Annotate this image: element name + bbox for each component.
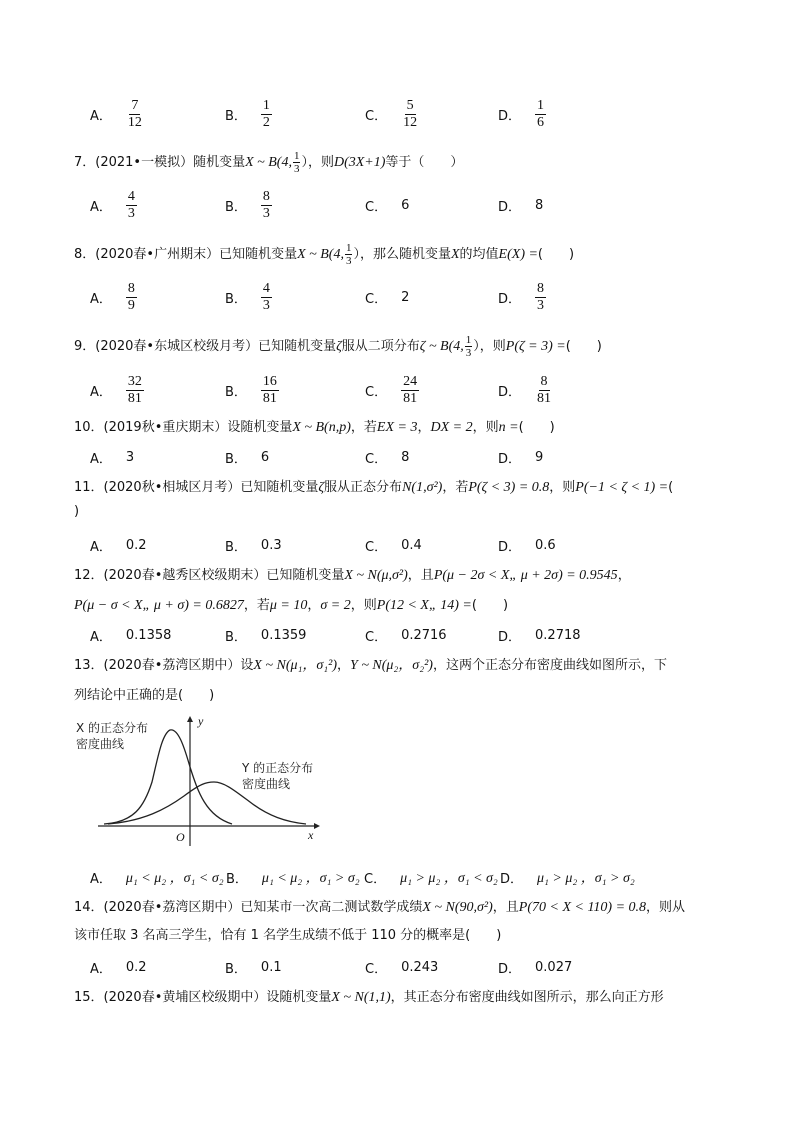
q12-stem: 12．(2020春•越秀区校级期末）已知随机变量X ~ N(μ,σ²)，且P(μ − 2σ < X„ μ + 2σ) = 0.9545， [74,568,631,583]
q8-stem: 8．(2020春•广州期末）已知随机变量X ~ B(4, $\frac{1}{3}$ ），那么随机变量X的均值E(X) =( ) [74,242,575,267]
q11-stem: 11．(2020秋•相城区月考）已知随机变量ζ服从正态分布N(1,σ²)，若P(ζ < 3) = 0.8，则P(−1 < ζ < 1) =( [74,480,674,495]
q12-option-a[interactable]: A． 0.1358 [90,627,172,645]
q14-stem-line2: 该市任取 3 名高三学生，恰有 1 名学生成绩不低于 110 分的概率是( ) [74,928,502,943]
q9-option-c[interactable]: C． $\frac{24}{81}$ [365,373,418,406]
q6-option-b[interactable]: B． $\frac{1}{2}$ [225,97,270,130]
q13-option-c[interactable]: C． μ₁ > μ₂ ，σ₁ < σ₂ [364,871,498,887]
x-axis-arrow [314,823,320,829]
q10-option-d[interactable]: D． 9 [498,449,544,467]
q14-option-c[interactable]: C． 0.243 [365,959,439,977]
q7-option-a[interactable]: A． $\frac{4}{3}$ [90,188,135,221]
q13-stem: 13．(2020春•荔湾区期中）设X ~ N(μ₁，σ₁²)，Y ~ N(μ₂，σ₂²)，这两个正态分布密度曲线如图所示，下 [74,658,667,673]
q14-options [90,956,750,978]
q9-stem: 9．(2020春•东城区校级月考）已知随机变量ζ服从二项分布ζ ~ B(4, $\frac{1}{3}$ ），则P(ζ = 3) =( ) [74,334,602,359]
q14-stem: 14．(2020春•荔湾区期中）已知某市一次高二测试数学成绩X ~ N(90,σ²)，且P(70 < X < 110) = 0.8，则从 [74,900,686,915]
q7-stem: 7．(2021•一模拟）随机变量X ~ B(4, $\frac{1}{3}$ ），则D(3X+1)等于（ ） [74,150,464,175]
q13-option-b[interactable]: B． μ₁ < μ₂ ，σ₁ > σ₂ [226,871,360,887]
x-curve-label: X 的正态分布 密度曲线 [76,721,149,751]
fraction: $\frac{8}{9}$ [127,280,135,313]
q9-option-a[interactable]: A． $\frac{32}{81}$ [90,373,142,406]
fraction: $\frac{7}{12}$ [127,97,142,130]
fraction: $\frac{5}{12}$ [403,97,418,130]
q15-stem: 15．(2020春•黄埔区校级期中）设随机变量X ~ N(1,1)，其正态分布密度曲线如图所示，那么向正方形 [74,990,664,1005]
q6-option-d[interactable]: D． $\frac{1}{6}$ [498,97,545,130]
q6-options [90,94,750,134]
q10-option-c[interactable]: C． 8 [365,449,410,467]
q8-option-b[interactable]: B． $\frac{4}{3}$ [225,280,270,313]
fraction: $\frac{1}{3}$ [293,150,300,175]
q13-option-a[interactable]: A． μ₁ < μ₂ ，σ₁ < σ₂ [90,871,224,887]
fraction: $\frac{8}{3}$ [537,280,545,313]
q11-stem-cont: ) [74,504,80,519]
q10-stem: 10．(2019秋•重庆期末）设随机变量X ~ B(n,p)，若EX = 3，DX = 2，则n =( ) [74,420,555,435]
q11-option-a[interactable]: A． 0.2 [90,537,147,555]
q13-stem-line2: 列结论中正确的是( ) [74,688,215,703]
q11-option-b[interactable]: B． 0.3 [225,537,282,555]
q8-option-d[interactable]: D． $\frac{8}{3}$ [498,280,545,313]
q11-option-d[interactable]: D． 0.6 [498,537,556,555]
y-axis-arrow [187,716,193,722]
fraction: $\frac{16}{81}$ [262,373,277,406]
q10-option-b[interactable]: B． 6 [225,449,270,467]
q7-option-d[interactable]: D． 8 [498,197,544,215]
fraction: $\frac{1}{2}$ [262,97,270,130]
q14-option-a[interactable]: A． 0.2 [90,959,147,977]
fraction: $\frac{8}{81}$ [537,373,552,406]
x-axis-label: x [308,828,314,842]
q11-options [90,534,750,556]
fraction: $\frac{1}{6}$ [537,97,545,130]
q12-option-c[interactable]: C． 0.2716 [365,627,447,645]
fraction: $\frac{8}{3}$ [262,188,270,221]
q14-option-b[interactable]: B． 0.1 [225,959,282,977]
q7-options [90,185,750,225]
normal-curves-figure [74,712,334,852]
q13-option-d[interactable]: D． μ₁ > μ₂ ，σ₁ > σ₂ [500,871,635,887]
q9-options [90,370,750,410]
q7-option-c[interactable]: C． 6 [365,197,410,215]
q8-option-a[interactable]: A． $\frac{8}{9}$ [90,280,135,313]
q13-options [90,866,750,888]
fraction: $\frac{4}{3}$ [262,280,270,313]
fraction: $\frac{1}{3}$ [345,242,352,267]
y-curve-label: Y 的正态分布 密度曲线 [242,761,314,791]
q14-option-d[interactable]: D． 0.027 [498,959,573,977]
fraction: $\frac{1}{3}$ [465,334,472,359]
q12-stem-line2: P(μ − σ < X„ μ + σ) = 0.6827，若μ = 10，σ = 2，则P(12 < X„ 14) =( ) [74,598,509,613]
q9-option-b[interactable]: B． $\frac{16}{81}$ [225,373,277,406]
q10-options [90,446,750,468]
origin-label: O [176,830,185,844]
q12-option-d[interactable]: D． 0.2718 [498,627,581,645]
q8-option-c[interactable]: C． 2 [365,289,410,307]
q12-options [90,624,750,646]
y-axis-label: y [198,714,204,728]
q10-option-a[interactable]: A． 3 [90,449,135,467]
fraction: $\frac{4}{3}$ [127,188,135,221]
q11-option-c[interactable]: C． 0.4 [365,537,422,555]
q7-option-b[interactable]: B． $\frac{8}{3}$ [225,188,270,221]
q6-option-c[interactable]: C． $\frac{5}{12}$ [365,97,418,130]
q9-option-d[interactable]: D． $\frac{8}{81}$ [498,373,552,406]
q12-option-b[interactable]: B． 0.1359 [225,627,307,645]
fraction: $\frac{24}{81}$ [403,373,418,406]
fraction: $\frac{32}{81}$ [127,373,142,406]
q8-options [90,277,750,317]
q6-option-a[interactable]: A． $\frac{7}{12}$ [90,97,142,130]
